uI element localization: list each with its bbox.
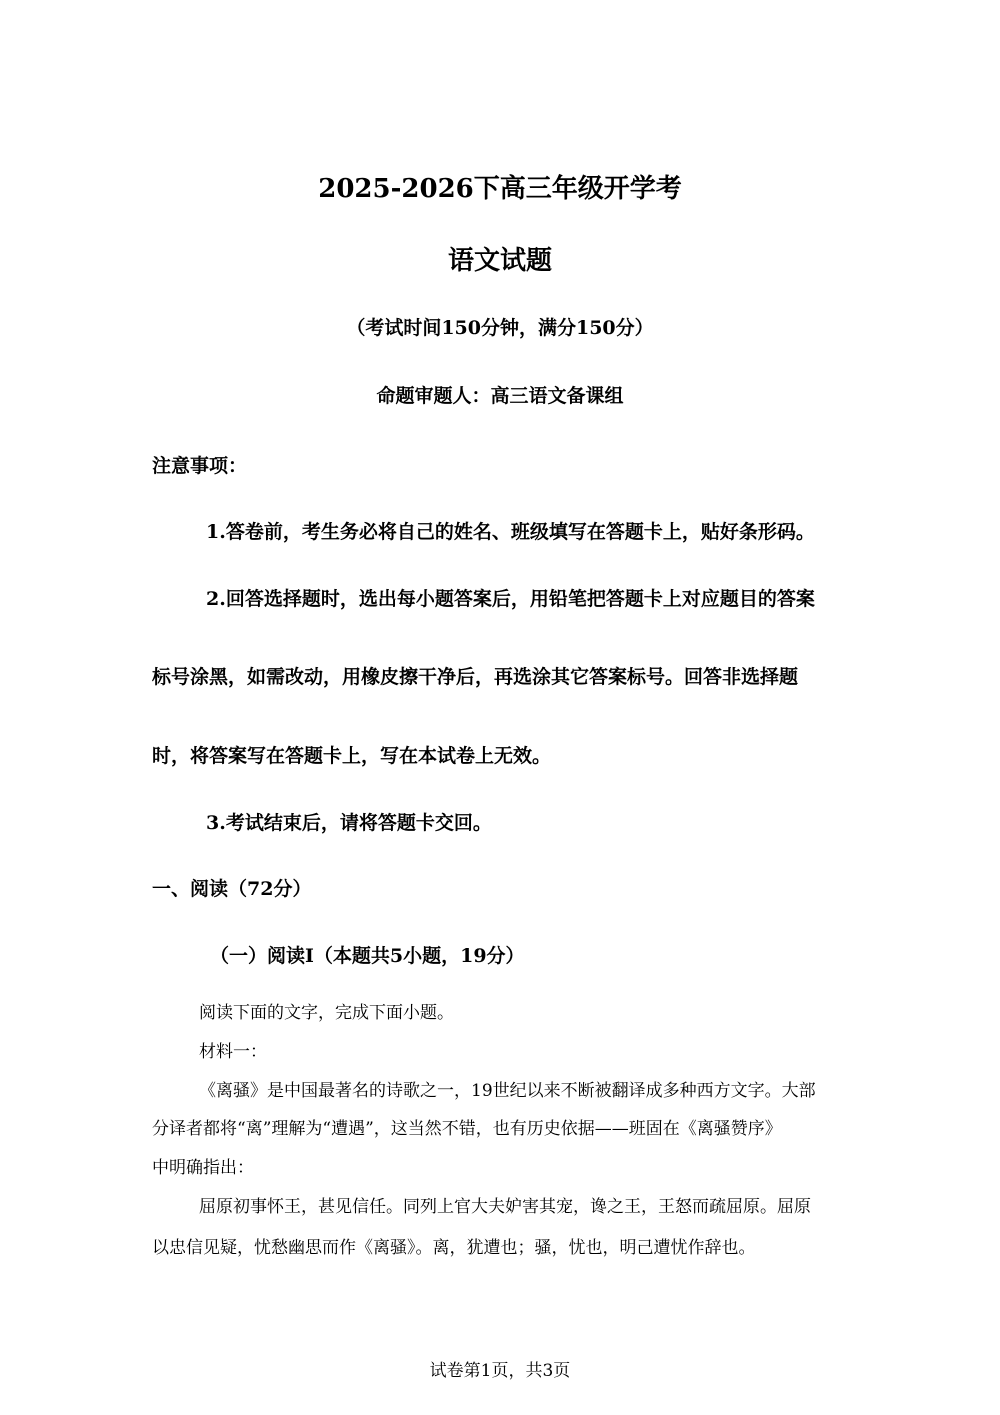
page-footer: 试卷第1页，共3页 (429, 1361, 571, 1381)
paragraph-2-line-2: 以忠信见疑，忧愁幽思而作《离骚》。离，犹遭也；骚，忧也，明己遭忧作辞也。 (152, 1238, 756, 1258)
exam-info: （考试时间150分钟，满分150分） (346, 317, 654, 339)
paragraph-1-line-2: 分译者都将“离”理解为“遭遇”，这当然不错，也有历史依据——班固在《离骚赞序》 (152, 1119, 782, 1139)
material-label: 材料一： (199, 1042, 267, 1062)
subsection-heading: （一）阅读I（本题共5小题，19分） (210, 945, 525, 967)
notice-item-1: 1.答卷前，考生务必将自己的姓名、班级填写在答题卡上，贴好条形码。 (206, 521, 815, 543)
section-heading: 一、阅读（72分） (152, 878, 312, 900)
paragraph-1-line-3: 中明确指出： (152, 1158, 254, 1178)
notice-heading: 注意事项： (152, 455, 248, 477)
subject-title: 语文试题 (447, 246, 552, 276)
paragraph-2-line-1: 屈原初事怀王，甚见信任。同列上官大夫妒害其宠，谗之王，王怒而疏屈原。屈原 (199, 1197, 811, 1217)
notice-item-3: 3.考试结束后，请将答题卡交回。 (206, 812, 492, 834)
notice-item-2-line-2: 标号涂黑，如需改动，用橡皮擦干净后，再选涂其它答案标号。回答非选择题 (152, 666, 799, 688)
notice-item-2-line-1: 2.回答选择题时，选出每小题答案后，用铅笔把答题卡上对应题目的答案 (206, 588, 815, 610)
exam-title: 2025-2026下高三年级开学考 (318, 174, 682, 204)
reading-instruction: 阅读下面的文字，完成下面小题。 (199, 1003, 454, 1023)
authors-line: 命题审题人：高三语文备课组 (376, 385, 624, 407)
notice-item-2-line-3: 时，将答案写在答题卡上，写在本试卷上无效。 (152, 745, 552, 767)
paragraph-1-line-1: 《离骚》是中国最著名的诗歌之一，19世纪以来不断被翻译成多种西方文字。大部 (199, 1081, 816, 1101)
